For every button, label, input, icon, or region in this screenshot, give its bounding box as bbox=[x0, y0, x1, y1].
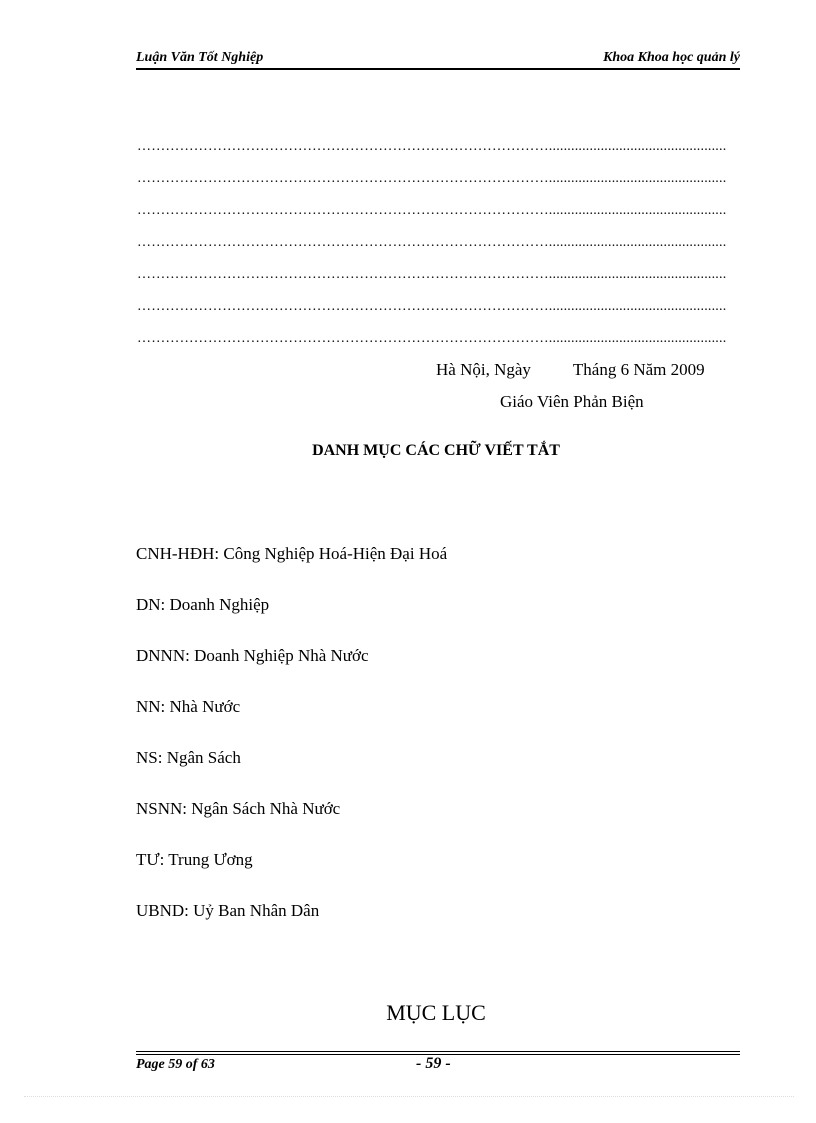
abbreviations-title: DANH MỤC CÁC CHỮ VIẾT TẮT bbox=[312, 442, 560, 459]
dotted-line-1: ……………………………………………………………………………................................................ bbox=[137, 140, 727, 154]
footer-page-number: - 59 - bbox=[416, 1055, 451, 1072]
page-header bbox=[136, 50, 740, 70]
header-faculty: Khoa Khoa học quản lý bbox=[603, 50, 740, 65]
abbreviation-item: NN: Nhà Nước bbox=[136, 697, 241, 716]
dotted-line-2: ……………………………………………………………………………................................................ bbox=[137, 172, 727, 186]
signature-place-day: Hà Nội, Ngày bbox=[436, 360, 531, 379]
header-thesis-title: Luận Văn Tốt Nghiệp bbox=[136, 50, 264, 65]
abbreviation-item: CNH-HĐH: Công Nghiệp Hoá-Hiện Đại Hoá bbox=[136, 544, 448, 563]
signature-signer: Giáo Viên Phản Biện bbox=[500, 392, 644, 411]
abbreviation-item: NSNN: Ngân Sách Nhà Nước bbox=[136, 799, 341, 818]
signature-date bbox=[436, 360, 705, 380]
page-edge bbox=[24, 1096, 794, 1097]
footer-rule-top bbox=[136, 1051, 740, 1052]
signature-month-year: Tháng 6 Năm 2009 bbox=[572, 360, 705, 379]
toc-title: MỤC LỤC bbox=[386, 1000, 486, 1025]
dotted-line-4: ……………………………………………………………………………................................................ bbox=[137, 236, 727, 250]
dotted-line-7: ……………………………………………………………………………................................................ bbox=[137, 332, 727, 346]
dotted-line-6: ……………………………………………………………………………................................................ bbox=[137, 300, 727, 314]
dotted-line-3: ……………………………………………………………………………................................................ bbox=[137, 204, 727, 218]
abbreviation-item: NS: Ngân Sách bbox=[136, 748, 241, 767]
footer-page-label: Page 59 of 63 bbox=[136, 1057, 215, 1072]
abbreviation-item: UBND: Uỷ Ban Nhân Dân bbox=[136, 901, 320, 920]
abbreviation-item: DN: Doanh Nghiệp bbox=[136, 595, 270, 614]
abbreviation-item: TƯ: Trung Ương bbox=[136, 850, 253, 869]
dotted-line-5: ……………………………………………………………………………................................................ bbox=[137, 268, 727, 282]
abbreviation-item: DNNN: Doanh Nghiệp Nhà Nước bbox=[136, 646, 369, 665]
